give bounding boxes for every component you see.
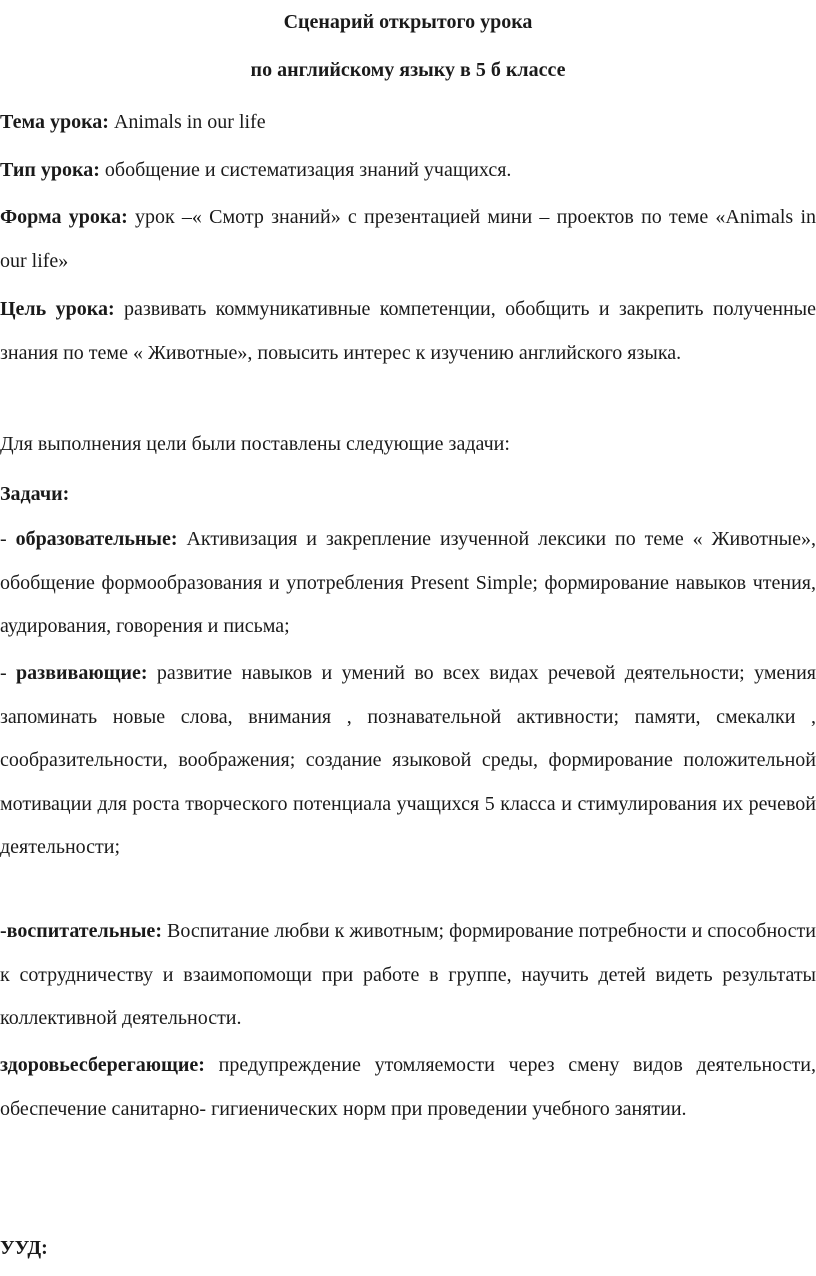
educational-tasks: - образовательные: Активизация и закрепление изученной лексики по теме « Животные», обобщение формообразования и употребления Present Simple; формирование навыков чтения, аудирования, говорения и письма; (0, 528, 816, 637)
lesson-goal-text: развивать коммуникативные компетенции, обобщить и закрепить полученные знания по теме « Животные», повысить интерес к изучению английского языка. (0, 298, 816, 364)
lesson-type-label: Тип урока: (0, 159, 100, 181)
upbringing-tasks-label: -воспитательные: (0, 920, 162, 942)
developing-tasks-text: развитие навыков и умений во всех видах речевой деятельности; умения запоминать новые слова, внимания , познавательной активности; памяти, смекалки , сообразительности, воображения; создание языковой среды, формирование положительной мотивации для роста творческого потенциала учащихся 5 класса и стимулирования их речевой деятельности; (0, 662, 816, 858)
developing-tasks: - развивающие: развитие навыков и умений во всех видах речевой деятельности; умения запоминать новые слова, внимания , познавательной активности; памяти, смекалки , сообразительности, воображения; создание языковой среды, формирование положительной мотивации для роста творческого потенциала учащихся 5 класса и стимулирования их речевой деятельности; (0, 662, 816, 858)
lesson-topic (0, 110, 816, 134)
upbringing-tasks-text: Воспитание любви к животным; формирование потребности и способности к сотрудничеству и взаимопомощи при работе в группе, научить детей видеть результаты коллективной деятельности. (0, 920, 816, 1029)
lesson-topic-label: Тема урока: (0, 111, 109, 133)
lesson-type-text: обобщение и систематизация знаний учащихся. (99, 159, 512, 181)
health-tasks-label: здоровьесберегающие: (0, 1054, 205, 1076)
document-title-line1: Сценарий открытого урока (283, 11, 533, 33)
lesson-form-label: Форма урока: (0, 206, 128, 228)
document-title-line2: по английскому языку в 5 б классе (250, 59, 566, 81)
health-tasks-text: предупреждение утомляемости через смену видов деятельности, обеспечение санитарно- гигиенических норм при проведении учебного занятии. (0, 1054, 816, 1120)
educational-tasks-text: Активизация и закрепление изученной лексики по теме « Животные», обобщение формообразования и употребления Present Simple; формирование навыков чтения, аудирования, говорения и письма; (0, 528, 816, 637)
educational-tasks-label: образовательные: (15, 528, 178, 550)
tasks-intro: Для выполнения цели были поставлены следующие задачи: (0, 433, 510, 455)
lesson-goal (0, 288, 816, 375)
lesson-topic-text: Animals in our life (108, 111, 266, 133)
lesson-type (0, 158, 816, 182)
developing-tasks-label: развивающие: (16, 662, 148, 684)
lesson-goal-label: Цель урока: (0, 298, 115, 320)
upbringing-tasks (0, 910, 816, 1041)
uud-heading: УУД: (0, 1237, 48, 1259)
health-tasks (0, 1044, 816, 1131)
lesson-form (0, 196, 816, 283)
tasks-heading: Задачи: (0, 483, 70, 505)
lesson-form-text: урок –« Смотр знаний» с презентацией мини – проектов по теме «Animals in our life» (0, 206, 816, 272)
